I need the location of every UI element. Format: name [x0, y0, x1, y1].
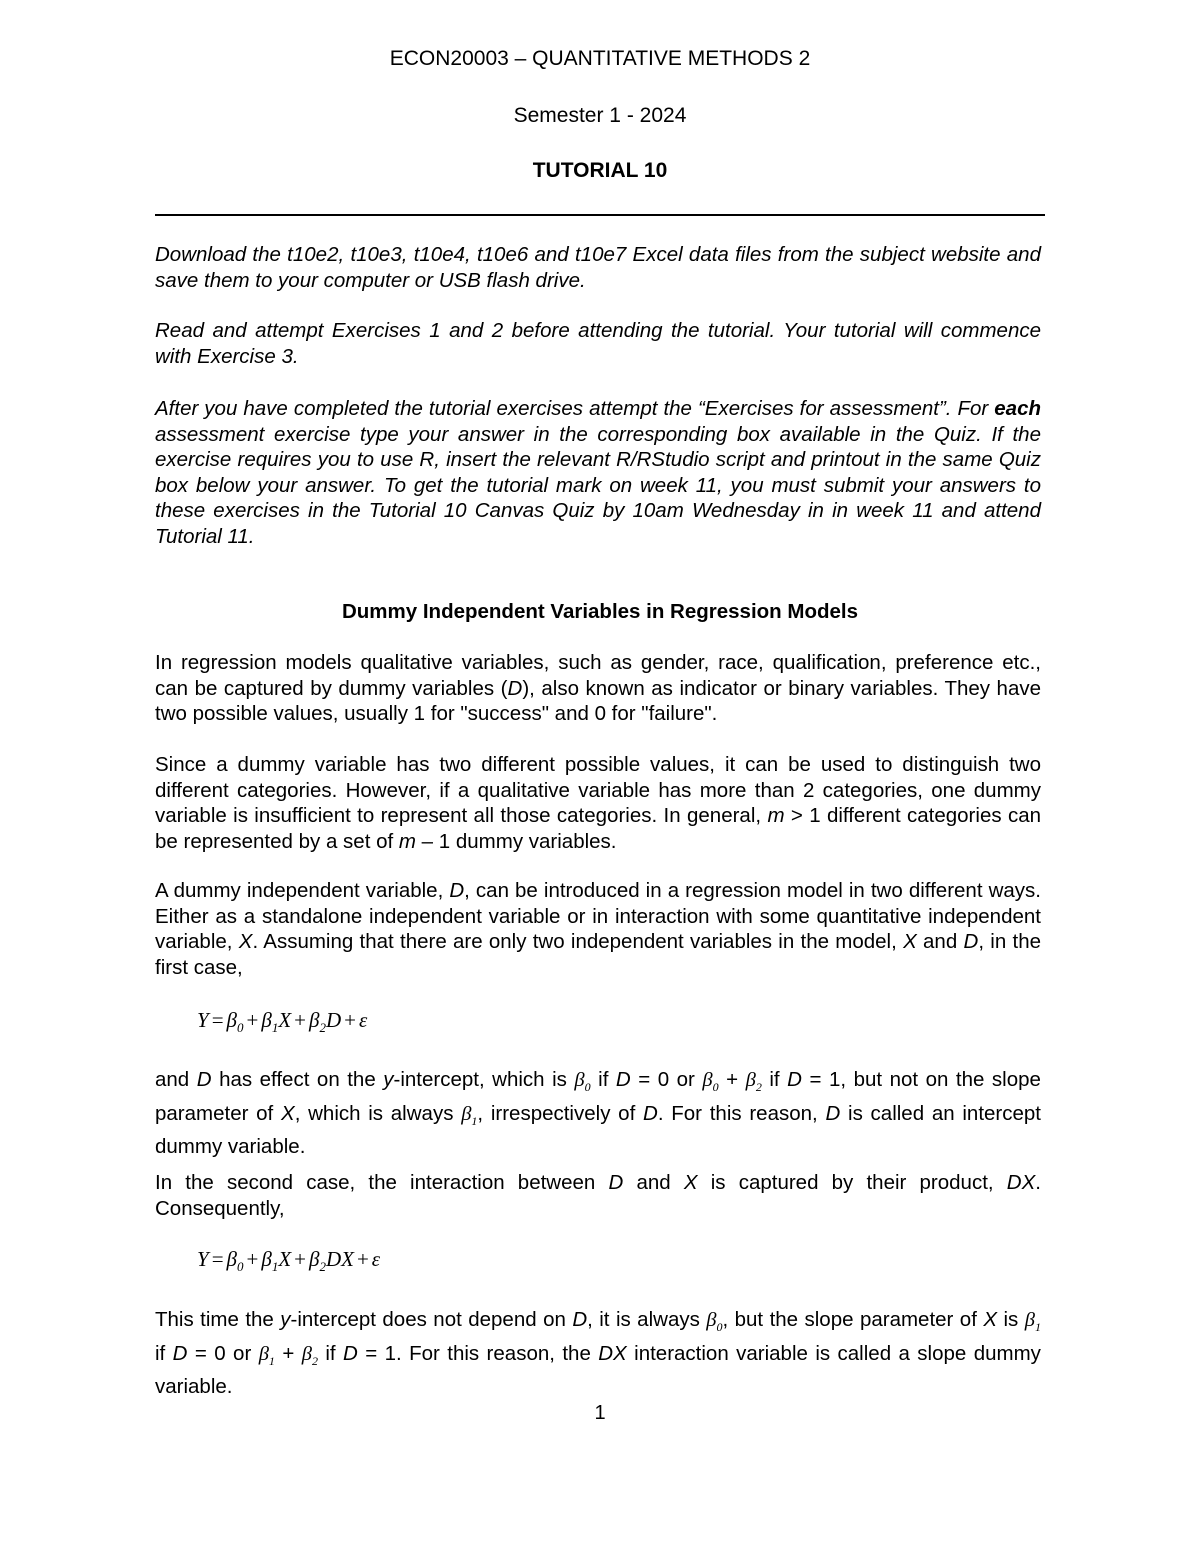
section-title: Dummy Independent Variables in Regression Models: [341, 600, 859, 623]
body-paragraph-2: Since a dummy variable has two different possible values, it can be used to distinguish two different categories. However, if a qualitative variable has more than 2 categories, one dummy variable is insufficient to represent all those categories. In general, m > 1 different categories can be represented by a set of m – 1 dummy variables.: [155, 753, 1041, 853]
body-paragraph-5: In the second case, the interaction between D and X is captured by their product, DX. Consequently,: [155, 1171, 1041, 1220]
body-paragraph-1: In regression models qualitative variables, such as gender, race, qualification, preference etc., can be captured by dummy variables (D), also known as indicator or binary variables. They have two possible values, usually 1 for "success" and 0 for "failure".: [155, 651, 1041, 726]
equation-intercept-dummy: $Y = \beta_0 + \beta_1X + \beta_2D + \varepsilon$: [197, 1008, 368, 1036]
body-paragraph-3: A dummy independent variable, D, can be introduced in a regression model in two different ways. Either as a standalone independent variable or in interaction with some quantitative independent variable, X. Assuming that there are only two independent variables in the model, X and D, in the first case,: [155, 879, 1041, 979]
body-paragraph-6: This time the y-intercept does not depend on D, it is always $\beta_0$, but the slope parameter of X is $\beta_1$ if D = 0 or $\beta_1 + \beta_2$ if D = 1. For this reason, the DX interaction variable is called a slope dummy variable.: [155, 1308, 1041, 1399]
header-divider: [155, 214, 1045, 216]
intro-attempt-paragraph: Read and attempt Exercises 1 and 2 before attending the tutorial. Your tutorial will commence with Exercise 3.: [155, 319, 1041, 368]
equation-slope-dummy: $Y = \beta_0 + \beta_1X + \beta_2DX + \varepsilon$: [197, 1247, 381, 1275]
tutorial-title: TUTORIAL 10: [532, 159, 668, 182]
intro-download-paragraph: Download the t10e2, t10e3, t10e4, t10e6 and t10e7 Excel data files from the subject website and save them to your computer or USB flash drive.: [155, 243, 1041, 292]
body-paragraph-4: and D has effect on the y-intercept, which is $\beta_0$ if D = 0 or $\beta_0 + \beta_2$ if D = 1, but not on the slope parameter of X, which is always $\beta_1$, irrespectively of D. For this reason, D is called an intercept dummy variable.: [155, 1068, 1041, 1159]
emphasis-each: each: [994, 397, 1041, 420]
page-number: 1: [594, 1402, 606, 1424]
semester-label: Semester 1 - 2024: [513, 104, 687, 127]
course-title: ECON20003 – QUANTITATIVE METHODS 2: [389, 47, 811, 70]
intro-assessment-paragraph: After you have completed the tutorial exercises attempt the “Exercises for assessment”. For each assessment exercise type your answer in the corresponding box available in the Quiz. If the exercise requires you to use R, insert the relevant R/RStudio script and printout in the same Quiz box below your answer. To get the tutorial mark on week 11, you must submit your answers to these exercises in the Tutorial 10 Canvas Quiz by 10am Wednesday in in week 11 and attend Tutorial 11.: [155, 397, 1041, 548]
